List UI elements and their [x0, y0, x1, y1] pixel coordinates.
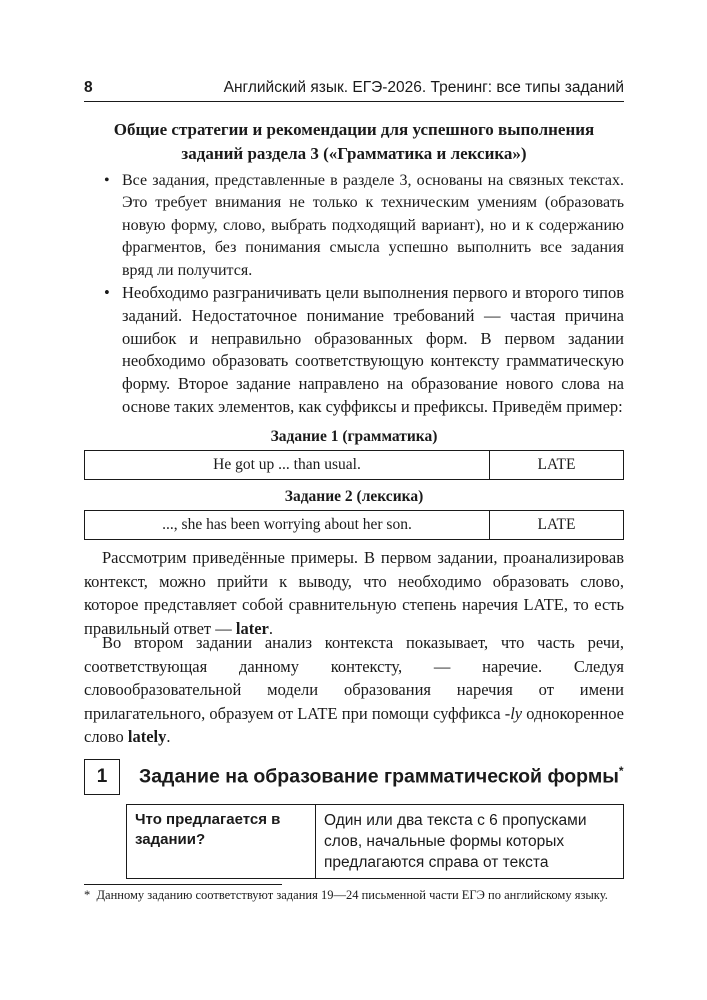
section-number-box: 1	[84, 759, 120, 795]
paragraph-text: Рассмотрим приведённые примеры. В первом задании, проанализировав контекст, можно прийти к выводу, что необходимо образовать слово, которое представляет собой сравнительную степень наречия LATE, то есть правильный ответ —	[84, 548, 624, 638]
bullet-glyph: •	[104, 283, 110, 303]
example-2-word: LATE	[490, 511, 624, 540]
table-row	[85, 451, 624, 480]
section-heading	[84, 118, 624, 166]
paragraph-end: .	[268, 618, 273, 638]
list-item	[84, 282, 624, 419]
info-answer: Один или два текста с 6 пропусками слов, начальные формы которых предлагаются справа от текста	[316, 805, 624, 879]
example-1-label: Задание 1 (грамматика)	[270, 428, 438, 445]
section-title	[139, 764, 624, 789]
footnote-rule	[84, 884, 282, 885]
footnote-text: Данному заданию соответствуют задания 19—24 письменной части ЕГЭ по английскому языку.	[96, 888, 608, 902]
bullet-glyph: •	[104, 172, 110, 189]
list-item-text: Необходимо разграничивать цели выполнения первого и второго типов заданий. Недостаточное понимание требований — частая причина ошибок и неправильно образованных форм. В первом задании необходимо образовать соответствующую контексту грамматическую форму. Второе задание направлено на образование нового слова на основе таких элементов, как суффиксы и префиксы. Приведём пример:	[122, 283, 624, 417]
table-row	[127, 805, 624, 879]
paragraph-end: .	[166, 727, 171, 746]
paragraph-text: Во втором задании анализ контекста показывает, что часть речи, соответствующая данному контексту, — наречие. Следуя словообразовательной модели образования наречия от имени прилагательного, образуем от LATE при помощи суффикса	[84, 633, 624, 723]
book-title: Английский язык. ЕГЭ-2026. Тренинг: все типы заданий	[223, 79, 624, 96]
answer-later: later	[235, 618, 269, 638]
table-row	[85, 511, 624, 540]
list-item-text: Все задания, представленные в разделе 3, основаны на связных текстах. Это требует внимания не только к техническим умениям (образовать новую форму, слово, выбрать подходящий вариант), но и к содержанию фрагментов, без понимания смысла успешно выполнить все задания вряд ли получится.	[122, 172, 624, 279]
heading-line-2: заданий раздела 3 («Грамматика и лексика»)	[181, 144, 527, 163]
list-item	[84, 170, 624, 282]
running-header	[84, 76, 624, 102]
suffix-ly: -ly	[504, 703, 523, 723]
example-2-label: Задание 2 (лексика)	[284, 488, 424, 505]
header-rule	[84, 101, 624, 102]
example-2-sentence: ..., she has been worrying about her son.	[85, 511, 490, 540]
footnote-marker: *	[618, 764, 624, 778]
task-info-table	[126, 804, 624, 879]
page-number: 8	[84, 79, 93, 96]
example-1-word: LATE	[490, 451, 624, 480]
explanation-paragraph-1	[84, 546, 624, 640]
example-1-sentence: He got up ... than usual.	[85, 451, 490, 480]
info-question: Что предлагается в задании?	[127, 805, 316, 879]
footnote-mark: *	[84, 888, 91, 902]
section-title-text: Задание на образование грамматической формы	[139, 765, 619, 788]
example-1-table	[84, 450, 624, 480]
explanation-paragraph-2	[84, 631, 624, 749]
paragraph-text-2: однокоренное слово	[84, 703, 624, 746]
answer-lately: lately	[127, 727, 167, 746]
heading-line-1: Общие стратегии и рекомендации для успешного выполнения	[113, 120, 595, 139]
strategy-list	[84, 170, 624, 419]
example-2-table	[84, 510, 624, 540]
footnote	[84, 887, 624, 903]
